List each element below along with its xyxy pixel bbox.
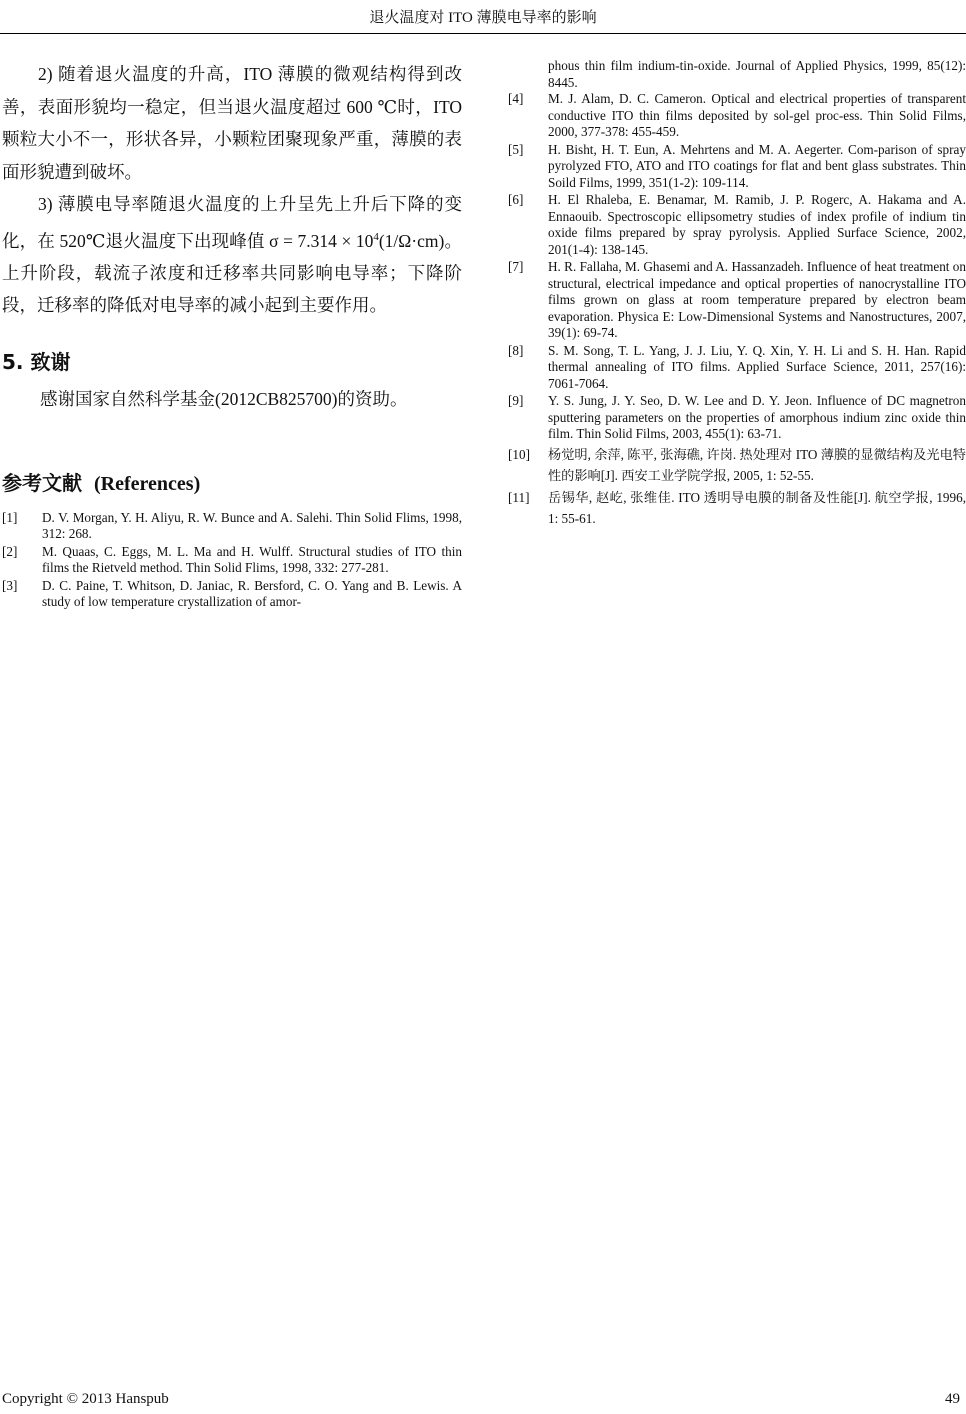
reference-item (508, 393, 966, 443)
reference-item (508, 487, 966, 529)
reference-text: Y. S. Jung, J. Y. Seo, D. W. Lee and D. Y. Jeon. Influence of DC magnetron sputtering parameters on the properties of amorphous indium zinc oxide thin film. Thin Solid Films, 2003, 455(1): 63-71. (548, 393, 966, 441)
reference-number: [7] (508, 259, 524, 274)
reference-number: [3] (2, 577, 18, 593)
paragraph-3-text-b: (1/Ω·cm)。上升阶段，载流子浓度和迁移率共同影响电导率；下降阶段，迁移率的降低对电导率的减小起到主要作用。 (2, 230, 463, 316)
reference-item (508, 444, 966, 486)
reference-number: [8] (508, 342, 524, 358)
conclusion-paragraph-3 (2, 188, 462, 322)
references-heading-en: (References) (94, 472, 201, 495)
reference-text: H. R. Fallaha, M. Ghasemi and A. Hassanzadeh. Influence of heat treatment on structural, electrical impedance and optical properties of nanocrystalline ITO films grown on glass at room temperature prepared by electron beam evaporation. Physica E: Low-Dimensional Systems and Nanostructures, 2007, 39(1): 69-74. (548, 259, 966, 340)
page-number: 49 (945, 1391, 960, 1407)
reference-number: [1] (2, 509, 18, 525)
copyright-notice: Copyright © 2013 Hanspub (2, 1391, 169, 1407)
reference-text: M. J. Alam, D. C. Cameron. Optical and electrical properties of transparent conductive ITO thin films deposited by sol-gel proc-ess. Thin Solid Films, 2000, 377-378: 455-459. (548, 91, 966, 139)
running-header: 退火温度对 ITO 薄膜电导率的影响 (0, 6, 966, 34)
reference-item (2, 578, 462, 611)
reference-text: 岳锡华, 赵屹, 张维佳. ITO 透明导电膜的制备及性能[J]. 航空学报, 1996, 1: 55-61. (548, 489, 966, 526)
reference-text: H. Bisht, H. T. Eun, A. Mehrtens and M. A. Aegerter. Com-parison of spray pyrolyzed FTO, ATO and ITO coatings for flat and bent glass substrates. Thin Soild Films, 1999, 351(1-2): 109-114. (548, 141, 966, 190)
reference-text: S. M. Song, T. L. Yang, J. J. Liu, Y. Q. Xin, Y. H. Li and S. H. Han. Rapid thermal annealing of ITO films. Applied Surface Science, 2011, 257(16): 7061-7064. (548, 342, 966, 391)
reference-item (508, 91, 966, 141)
reference-text: 杨觉明, 余萍, 陈平, 张海礁, 许岗. 热处理对 ITO 薄膜的显微结构及光电特性的影响[J]. 西安工业学院学报, 2005, 1: 52-55. (548, 446, 966, 483)
reference-continuation: phous thin film indium-tin-oxide. Journal of Applied Physics, 1999, 85(12): 8445. (548, 58, 966, 90)
reference-item (508, 259, 966, 342)
reference-number: [2] (2, 543, 18, 559)
left-column (2, 58, 462, 612)
reference-number: [6] (508, 192, 524, 207)
reference-text: D. V. Morgan, Y. H. Aliyu, R. W. Bunce and A. Salehi. Thin Solid Flims, 1998, 312: 268. (42, 509, 462, 542)
reference-number: [9] (508, 393, 524, 408)
references-heading-cn: 参考文献 (2, 470, 82, 495)
reference-item (508, 192, 966, 258)
reference-item (508, 343, 966, 393)
exponent: 4 (373, 230, 379, 243)
conclusion-paragraph-2: 2) 随着退火温度的升高，ITO 薄膜的微观结构得到改善，表面形貌均一稳定，但当退火温度超过 600 ℃时，ITO 颗粒大小不一，形状各异，小颗粒团聚现象严重，薄膜的表面形貌遭到破坏。 (2, 64, 462, 182)
references-heading (2, 467, 462, 496)
reference-item (2, 510, 462, 543)
reference-text: H. El Rhaleba, E. Benamar, M. Ramib, J. P. Rogerc, A. Hakama and A. Ennaouib. Spectroscopic ellipsometry studies of index profile of indium tin oxide films prepared by spray pyrolysis. Applied Surface Science, 2002, 201(1-4): 138-145. (548, 192, 966, 257)
section-heading-acknowledgement: 5. 致谢 (2, 349, 71, 374)
reference-text: M. Quaas, C. Eggs, M. L. Ma and H. Wulff. Structural studies of ITO thin films the Rietveld method. Thin Solid Flims, 1998, 332: 277-281. (42, 543, 462, 576)
right-column (508, 58, 966, 530)
reference-text: D. C. Paine, T. Whitson, D. Janiac, R. Bersford, C. O. Yang and B. Lewis. A study of low temperature crystallization of amor- (42, 577, 462, 610)
acknowledgement-text: 感谢国家自然科学基金(2012CB825700)的资助。 (40, 388, 408, 409)
reference-number: [4] (508, 91, 524, 106)
reference-number: [5] (508, 141, 524, 157)
reference-item (2, 544, 462, 577)
reference-number: [10] (508, 446, 530, 462)
paragraph-3-text-a: 3) 薄膜电导率随退火温度的上升呈先上升后下降的变化，在 520℃退火温度下出现峰值 σ = 7.314 × 10 (2, 194, 462, 251)
reference-number: [11] (508, 489, 530, 505)
reference-item (508, 142, 966, 192)
